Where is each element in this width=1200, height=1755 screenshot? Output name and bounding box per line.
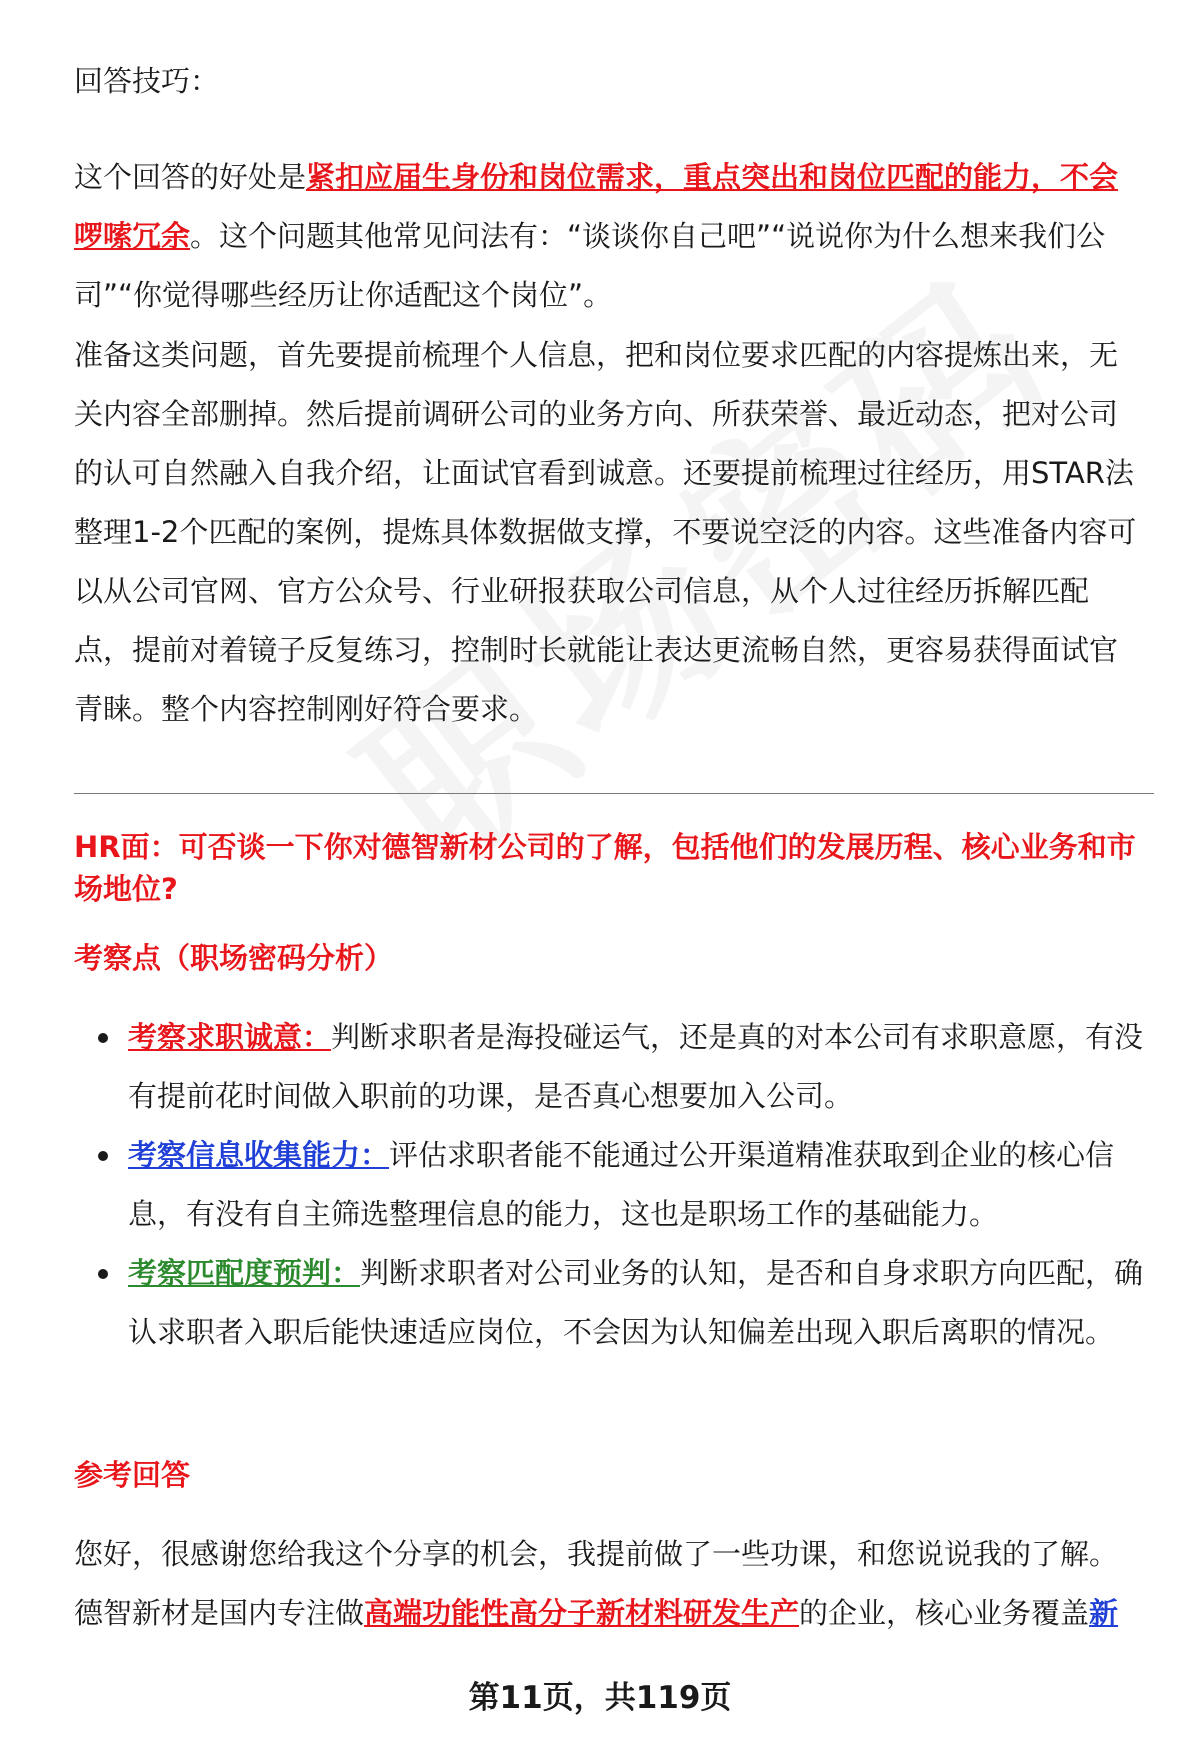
answer-p2-middle: 的企业，核心业务覆盖 (799, 1596, 1090, 1630)
page-footer: 第11页，共119页 (468, 1680, 732, 1716)
list-item (74, 1008, 1146, 1126)
answer-p2-prefix: 德智新材是国内专注做 (74, 1596, 365, 1630)
answer-paragraph-1: 您好，很感谢您给我这个分享的机会，我提前做了一些功课，和您说说我的了解。 (74, 1537, 1119, 1571)
points-heading: 考察点（职场密码分析） (74, 941, 394, 975)
para1-suffix: 。这个问题其他常见问法有：“谈谈你自己吧”“说说你为什么想来我们公司”“你觉得哪些经历让你适配这个岗位”。 (74, 219, 1106, 312)
evaluation-points-list (74, 1008, 1146, 1362)
question-heading: HR面：可否谈一下你对德智新材公司的了解，包括他们的发展历程、核心业务和市场地位? (74, 830, 1136, 906)
answer-heading: 参考回答 (74, 1458, 191, 1492)
point-label: 考察匹配度预判： (128, 1256, 361, 1290)
list-item (74, 1126, 1146, 1244)
answer-p2-tail: 新 (1089, 1596, 1119, 1630)
point-text: 判断求职者是海投碰运气，还是真的对本公司有求职意愿，有没有提前花时间做入职前的功课，是否真心想要加入公司。 (128, 1020, 1144, 1113)
paragraph-preparation: 准备这类问题，首先要提前梳理个人信息，把和岗位要求匹配的内容提炼出来，无关内容全部删掉。然后提前调研公司的业务方向、所获荣誉、最近动态，把对公司的认可自然融入自我介绍，让面试官看到诚意。还要提前梳理过往经历，用STAR法整理1-2个匹配的案例，提炼具体数据做支撑，不要说空泛的内容。这些准备内容可以从公司官网、官方公众号、行业研报获取公司信息，从个人过往经历拆解匹配点，提前对着镜子反复练习，控制时长就能让表达更流畅自然，更容易获得面试官青睐。整个内容控制刚好符合要求。 (74, 338, 1137, 726)
answer-p2-highlight: 高端功能性高分子新材料研发生产 (364, 1596, 800, 1630)
para1-highlight: 紧扣应届生身份和岗位需求，重点突出和岗位匹配的能力，不会啰嗦冗余 (74, 160, 1119, 253)
list-item (74, 1244, 1146, 1362)
point-text: 评估求职者能不能通过公开渠道精准获取到企业的核心信息，有没有自主筛选整理信息的能力，这也是职场工作的基础能力。 (128, 1138, 1115, 1231)
section-divider (74, 793, 1154, 794)
point-text: 判断求职者对公司业务的认知，是否和自身求职方向匹配，确认求职者入职后能快速适应岗位，不会因为认知偏差出现入职后离职的情况。 (128, 1256, 1144, 1349)
point-label: 考察信息收集能力： (128, 1138, 390, 1172)
point-label: 考察求职诚意： (128, 1020, 332, 1054)
paragraph-answer-benefit (74, 148, 1146, 325)
para1-prefix: 这个回答的好处是 (74, 160, 307, 194)
answer-paragraph-2 (74, 1584, 1146, 1643)
tips-label: 回答技巧： (74, 64, 220, 98)
